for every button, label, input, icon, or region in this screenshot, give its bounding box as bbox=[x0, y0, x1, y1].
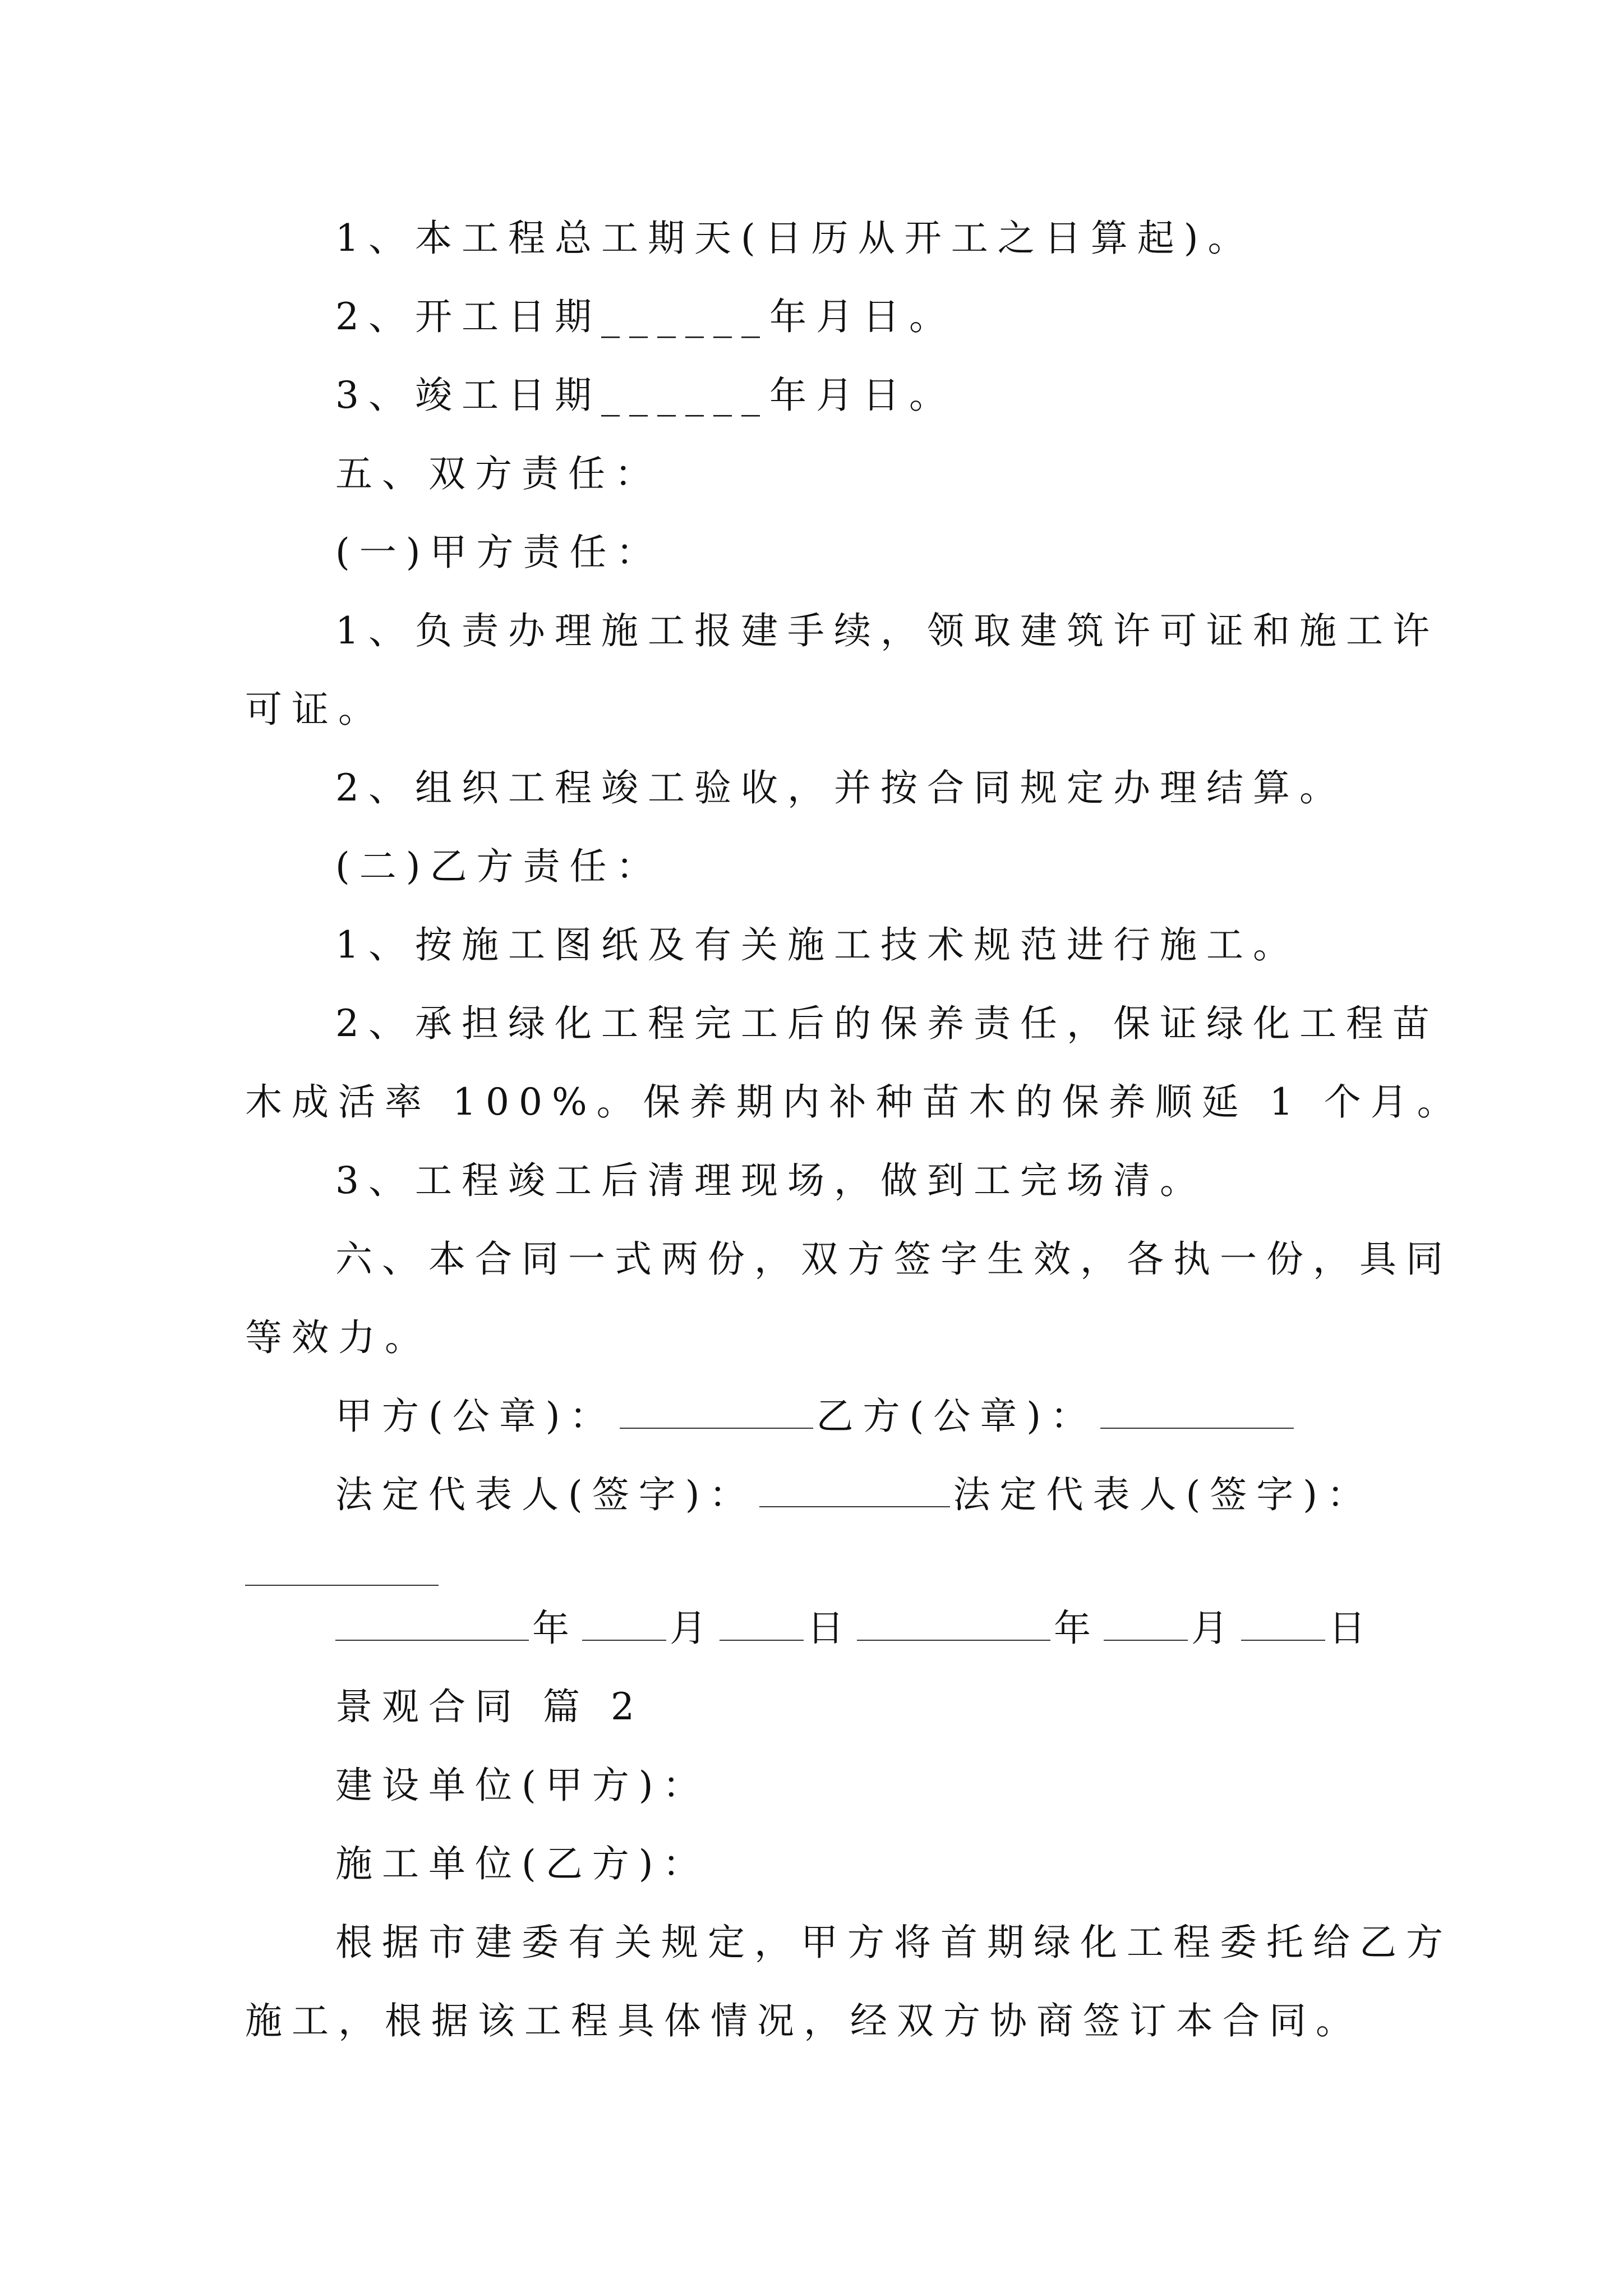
date-a-month-blank bbox=[582, 1637, 666, 1641]
party-a-duty-1: 1、负责办理施工报建手续，领取建筑许可证和施工许 bbox=[335, 609, 1439, 652]
rep-a-blank bbox=[759, 1504, 950, 1507]
subheading-party-b: (二)乙方责任： bbox=[335, 845, 663, 888]
date-line bbox=[335, 1607, 1375, 1650]
seal-line bbox=[335, 1395, 1297, 1438]
rep-a-label: 法定代表人(签字)： bbox=[335, 1473, 756, 1516]
party-a-seal-label: 甲方(公章)： bbox=[335, 1395, 616, 1438]
section-2-title: 景观合同 篇 2 bbox=[335, 1685, 644, 1728]
clause-completion-date: 3、竣工日期______年月日。 bbox=[335, 374, 956, 417]
party-b-duty-2-cont: 木成活率 100%。保养期内补种苗木的保养顺延 1 个月。 bbox=[245, 1080, 1464, 1124]
date-b-year-blank bbox=[857, 1637, 1050, 1641]
contractor-label: 施工单位(乙方)： bbox=[335, 1842, 709, 1885]
party-b-duty-2: 2、承担绿化工程完工后的保养责任，保证绿化工程苗 bbox=[335, 1002, 1439, 1045]
date-a-day-label: 日 bbox=[807, 1607, 854, 1650]
clause-copies-cont: 等效力。 bbox=[245, 1316, 431, 1359]
date-a-year-label: 年 bbox=[532, 1607, 579, 1650]
rep-b-blank-line bbox=[245, 1555, 442, 1592]
date-a-month-label: 月 bbox=[670, 1607, 716, 1650]
rep-b-blank bbox=[245, 1582, 439, 1586]
clause-copies: 六、本合同一式两份，双方签字生效，各执一份，具同 bbox=[335, 1237, 1453, 1281]
party-a-duty-1-cont: 可证。 bbox=[245, 688, 385, 731]
intro-paragraph-cont: 施工，根据该工程具体情况，经双方协商签订本合同。 bbox=[245, 1999, 1362, 2042]
date-b-day-label: 日 bbox=[1329, 1607, 1375, 1650]
rep-b-label: 法定代表人(签字)： bbox=[953, 1473, 1373, 1516]
subheading-party-a: (一)甲方责任： bbox=[335, 531, 663, 574]
representative-line bbox=[335, 1473, 1373, 1516]
date-b-month-label: 月 bbox=[1191, 1607, 1238, 1650]
clause-duration: 1、本工程总工期天(日历从开工之日算起)。 bbox=[335, 217, 1255, 260]
party-b-duty-1: 1、按施工图纸及有关施工技术规范进行施工。 bbox=[335, 923, 1299, 967]
party-b-seal-blank bbox=[1100, 1425, 1294, 1429]
date-b-day-blank bbox=[1241, 1637, 1325, 1641]
section-heading-responsibilities: 五、双方责任： bbox=[335, 452, 661, 495]
builder-label: 建设单位(甲方)： bbox=[335, 1764, 709, 1807]
date-a-year-blank bbox=[335, 1637, 529, 1641]
party-b-duty-3: 3、工程竣工后清理现场，做到工完场清。 bbox=[335, 1159, 1206, 1202]
party-a-duty-2: 2、组织工程竣工验收，并按合同规定办理结算。 bbox=[335, 766, 1346, 809]
party-b-seal-label: 乙方(公章)： bbox=[816, 1395, 1097, 1438]
date-b-year-label: 年 bbox=[1054, 1607, 1100, 1650]
party-a-seal-blank bbox=[620, 1425, 813, 1429]
date-a-day-blank bbox=[720, 1637, 804, 1641]
intro-paragraph: 根据市建委有关规定，甲方将首期绿化工程委托给乙方 bbox=[335, 1921, 1453, 1964]
clause-start-date: 2、开工日期______年月日。 bbox=[335, 295, 956, 338]
date-b-month-blank bbox=[1104, 1637, 1188, 1641]
